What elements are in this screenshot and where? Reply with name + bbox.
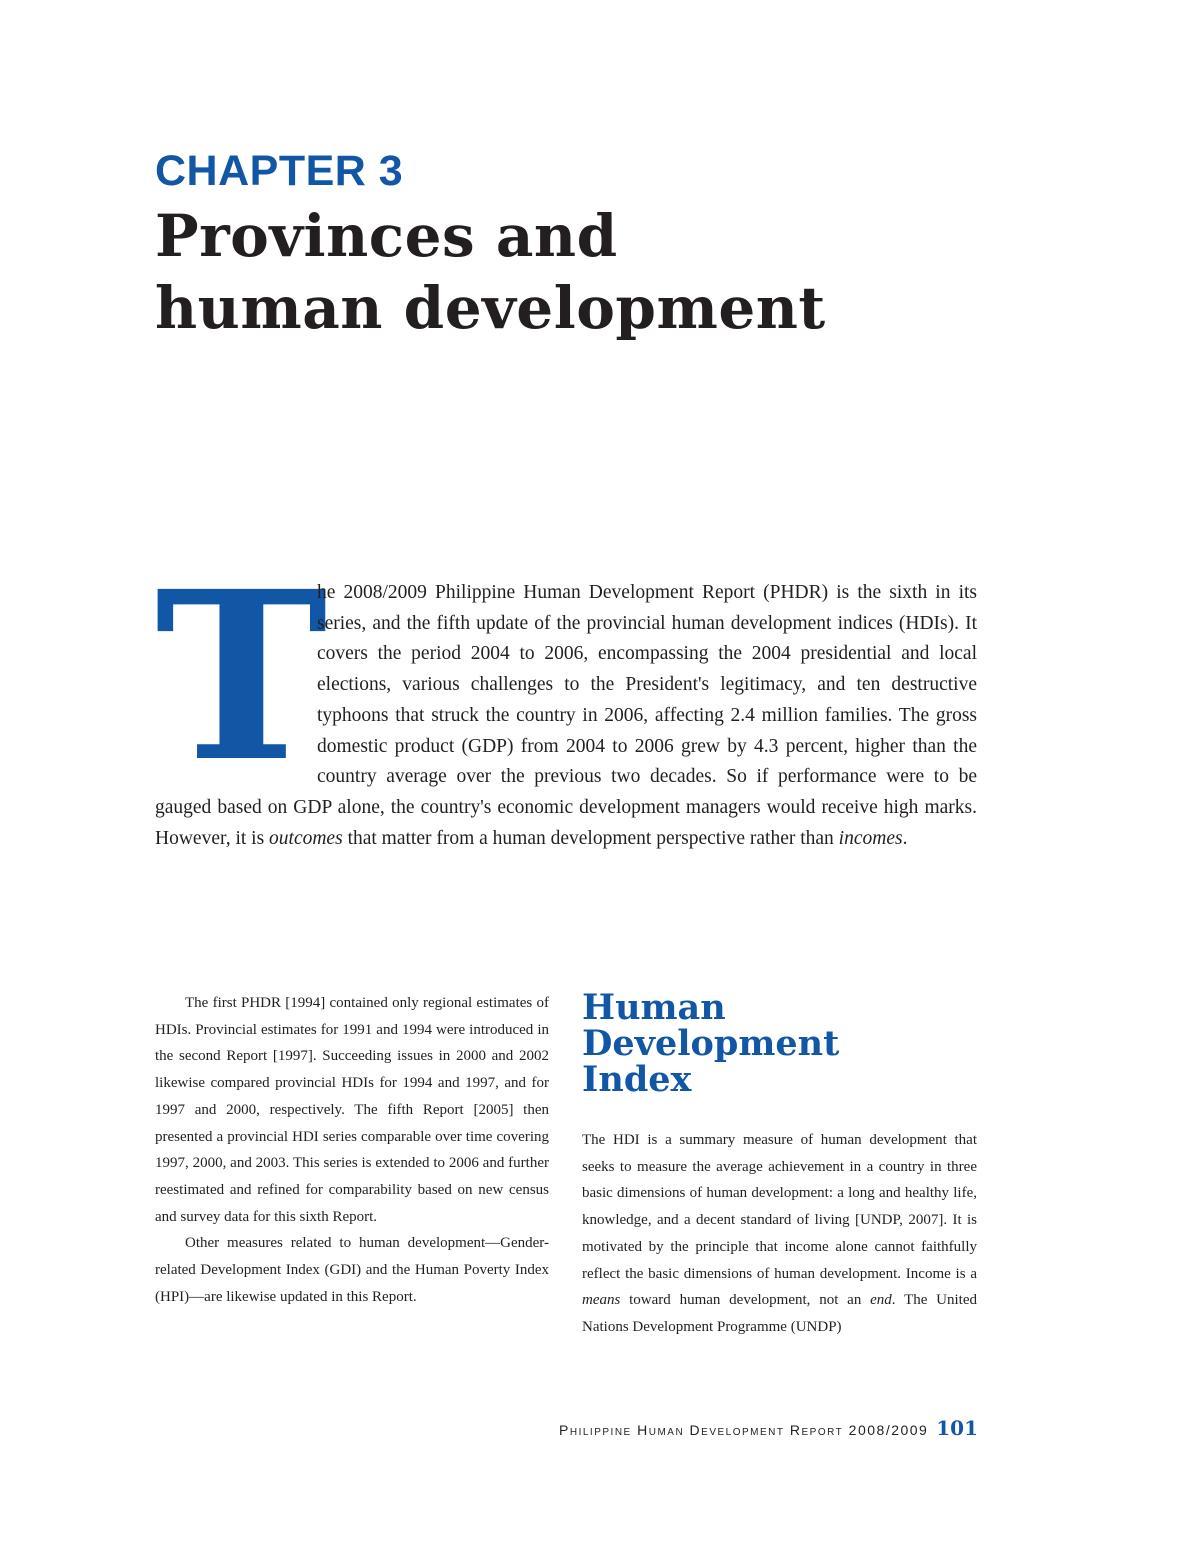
- intro-text-3: .: [902, 827, 908, 849]
- section-heading-line-1: Human: [582, 987, 726, 1028]
- chapter-title-line-1: Provinces and: [155, 202, 618, 270]
- intro-text-1: he 2008/2009 Philippine Human Development Report (PHDR) is the sixth in its series, and the fifth update of the provincial human development indices (HDIs). It covers the period 2004 to 2006, encompassing the 2004 presidential and local elections, various challenges to the President's legitimacy, and ten destructive typhoons that struck the country in 2006, affecting 2.4 million families. The gross domestic product (GDP) from 2004 to 2006 grew by 4.3 percent, higher than the country average over the previous two decades. So if performance were to be gauged based on GDP alone, the country's economic development managers would receive high marks. However, it is: [155, 582, 977, 849]
- intro-italic-incomes: incomes: [838, 827, 903, 849]
- right-text-1: The HDI is a summary measure of human development that seeks to measure the average achievement in a country in three basic dimensions of human development: a long and healthy life, knowledge, and a decent standard of living [UNDP, 2007]. It is motivated by the principle that income alone cannot faithfully reflect the basic dimensions of human development. Income is a: [582, 1132, 977, 1282]
- right-text-2: toward human development, not an: [620, 1292, 871, 1309]
- intro-text-2: that matter from a human development perspective rather than: [342, 827, 839, 849]
- left-column: [155, 990, 549, 1310]
- right-paragraph: [582, 1127, 977, 1341]
- right-italic-means: means: [582, 1292, 621, 1309]
- chapter-title: [155, 200, 955, 344]
- section-heading: [582, 987, 982, 1100]
- section-heading-line-2: Development: [582, 1023, 840, 1064]
- left-paragraph-2: Other measures related to human development—Gender-related Development Index (GDI) and the Human Poverty Index (HPI)—are likewise updated in this Report.: [155, 1235, 549, 1305]
- right-column: [582, 1127, 977, 1341]
- right-text-3: . The United Nations Development Programme (UNDP): [582, 1292, 978, 1335]
- chapter-title-line-2: human development: [155, 274, 826, 342]
- left-paragraph-1: The first PHDR [1994] contained only regional estimates of HDIs. Provincial estimates for 1991 and 1994 were introduced in the second Report [1997]. Succeeding issues in 2000 and 2002 likewise compared provincial HDIs for 1994 and 1997, and for 1997 and 2000, respectively. The fifth Report [2005] then presented a provincial HDI series comparable over time covering 1997, 2000, and 2003. This series is extended to 2006 and further reestimated and refined for comparability based on new census and survey data for this sixth Report.: [155, 995, 549, 1225]
- right-italic-end: end: [870, 1292, 892, 1309]
- intro-paragraph: [155, 540, 977, 854]
- drop-cap: T: [155, 540, 328, 813]
- page-number: 101: [936, 1416, 978, 1440]
- running-title: Philippine Human Development Report 2008/2009: [559, 1422, 929, 1438]
- chapter-label: CHAPTER 3: [155, 147, 404, 195]
- page-footer: [559, 1416, 978, 1440]
- section-heading-line-3: Index: [582, 1059, 692, 1100]
- intro-italic-outcomes: outcomes: [269, 827, 343, 849]
